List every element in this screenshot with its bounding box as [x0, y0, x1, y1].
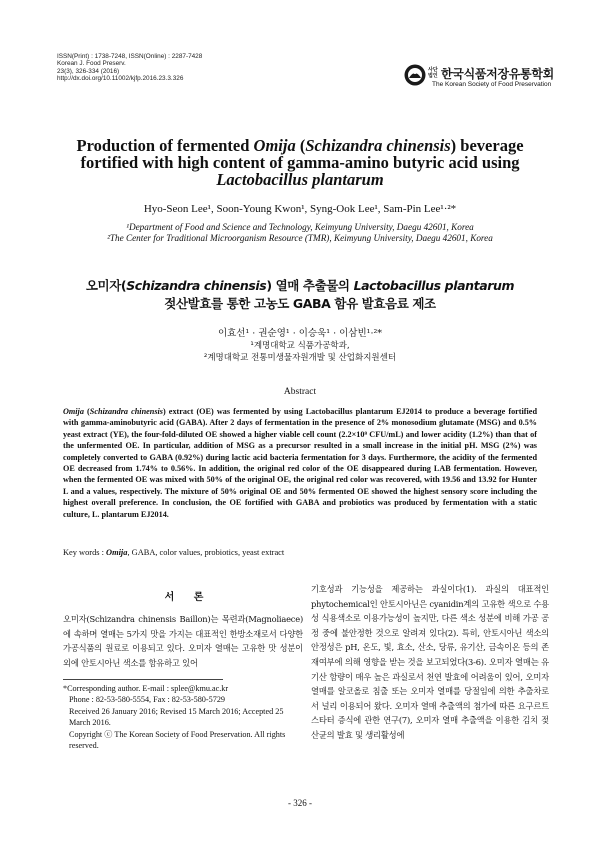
korean-affiliation-2: ²계명대학교 전통미생물자원개발 및 산업화지원센터 [203, 352, 397, 363]
society-name-kr: 한국식품저장유통학회 [441, 67, 554, 81]
korean-affiliation-1: ¹계명대학교 식품가공학과, [250, 341, 350, 351]
keywords-label: Key words : [63, 548, 104, 557]
paper-title [40, 137, 560, 188]
title-line-2: fortified with high content of gamma-amino butyric acid using [80, 153, 520, 172]
intro-left-column: 오미자(Schizandra chinensis Baillon)는 목련과(Magnoliaece)에 속하며 열매는 5가지 맛을 가지는 대표적인 한방소재로서 다양한 가공식품의 원료로 이용되고 있다. 오미자 열매는 고유한 맛 성분이외에 안토시아닌 색소를 함유하고 있어 [63, 614, 303, 668]
society-emblem-icon [404, 64, 426, 86]
korean-author-list: 이효선¹ · 권순영¹ · 이승욱¹ · 이삼빈¹·²* [217, 328, 383, 339]
intro-heading: 서 론 [164, 592, 212, 603]
korean-title-line-2: 젖산발효를 통한 고농도 GABA 함유 발효음료 제조 [164, 296, 436, 311]
journal-name: Korean J. Food Preserv. [57, 60, 126, 68]
society-logo [404, 61, 554, 97]
issn-line: ISSN(Print) : 1738-7248, ISSN(Online) : 2287-7428 [57, 53, 203, 60]
corresponding-author: *Corresponding author. E-mail : splee@kmu.ac.kr [63, 684, 229, 693]
contact-phone: Phone : 82-53-580-5554, Fax : 82-53-580-5729 [69, 695, 226, 705]
abstract-body: Omija (Schizandra chinensis) extract (OE) was fermented by using Lactobacillus plantarum EJ2014 to produce a beverage fortified with gamma-aminobutyric acid (GABA). After 2 days of fermentation in the presence of 2% monosodium glutamate (MSG) and 0.5% yeast extract (YE), the four-fold-diluted OE showed a higher viable cell count (2.2×10⁹ CFU/mL) and lower acidity (1.2%) than that of the unfermented OE. In particular, addition of MSG as a precursor resulted in a small increase in the initial pH. MSG (2%) was completely converted to GABA (0.92%) during lactic acid bacteria fermentation for 3 days. Furthermore, the acidity of the fermented OE decreased from 1.74% to 0.56%. In addition, the original red color of the OE disappeared during LAB fermentation. However, when the fermented OE was mixed with 50% of the original OE, the original red color was recovered, with 19.56 and 13.92 for Hunter L and a values, respectively. The mixture of 50% original OE and 50% fermented OE showed the highest sensory score including the highest overall preference. In conclusion, the OE fortified with GABA and probiotics was produced by fermentation with a static culture, L. plantarum EJ2014. [63, 407, 537, 519]
author-list: Hyo-Seon Lee¹, Soon-Young Kwon¹, Syng-Ook Lee¹, Sam-Pin Lee¹·²* [143, 203, 457, 215]
footnote [63, 683, 303, 751]
title-line-3: Lactobacillus plantarum [216, 170, 384, 189]
affiliation-2: ²The Center for Traditional Microorganism Resource (TMR), Keimyung University, Daegu 42601, Korea [107, 233, 493, 243]
journal-meta [57, 53, 202, 83]
volume-line: 23(3), 326-334 (2016) [57, 67, 120, 75]
received-dates: Received 26 January 2016; Revised 15 March 2016; Accepted 25 March 2016. [69, 706, 284, 728]
affiliation-list [40, 222, 560, 244]
society-name-en: The Korean Society of Food Preservation [432, 81, 552, 88]
keywords: Key words : Omija, GABA, color values, probiotics, yeast extract [63, 548, 285, 557]
korean-title [40, 277, 560, 313]
affiliation-1: ¹Department of Food and Science and Technology, Keimyung University, Daegu 42601, Korea [126, 222, 474, 232]
copyright: Copyright ⓒ The Korean Society of Food Preservation. All rights reserved. [69, 729, 286, 751]
abstract-heading: Abstract [283, 387, 317, 397]
page-number: - 326 - [288, 798, 312, 808]
intro-right-column: 기호성과 기능성을 제공하는 과실이다(1). 과실의 대표적인 phytochemical인 안토시아닌은 cyanidin계의 고유한 색으로 수용성 식용색소로 이용가능성이 높지만, 다른 색소 성분에 비해 가공 공정 중에 불안정한 것으로 알려져 있다(2). 특히, 안토시아닌 색소의 안정성은 pH, 온도, 빛, 효소, 산소, 당류, 유기산, 금속이온 등의 존재여부에 의해 영향을 받는 것을 보고되었다(3-6). 오미자 열매는 유기산 함량이 매우 높은 과실로서 천연 발효에 어려움이 있어, 오미자 열매를 알코올로 침출 또는 오미자 열매를 당절임에 의한 추출차로서 널리 이용되어 왔다. 오미자 열매 추출액의 첨가에 따른 요구르트 스타터 증식에 관한 연구(7), 오미자 열매 추출액을 이용한 김치 젖산균의 발효 및 생리활성에 [311, 584, 549, 740]
footnote-divider [63, 679, 223, 680]
korean-affiliations [40, 341, 560, 364]
korean-title-line-1: 오미자(Schizandra chinensis) 열매 추출물의 Lactobacillus plantarum [85, 278, 515, 293]
doi-link[interactable]: http://dx.doi.org/10.11002/kjfp.2016.23.3.326 [57, 75, 184, 83]
society-prefix: 사단 법인 [428, 67, 438, 79]
title-line-1: Production of fermented Omija (Schizandra chinensis) beverage [76, 136, 524, 155]
